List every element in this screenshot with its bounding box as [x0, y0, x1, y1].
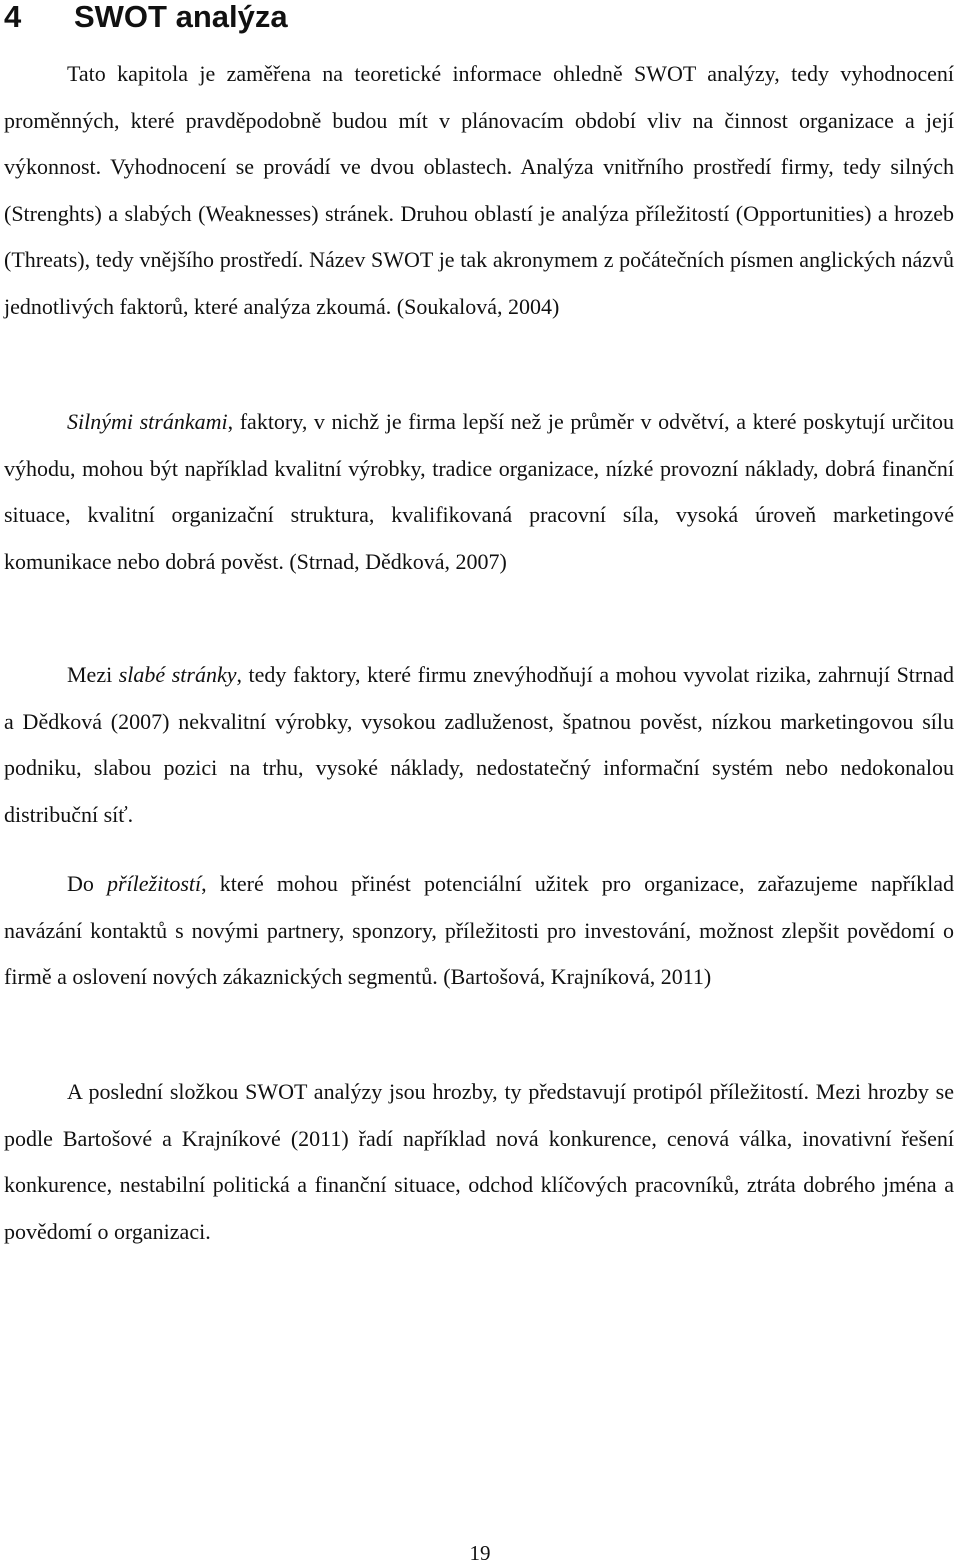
paragraph-opportunities	[4, 861, 954, 1001]
paragraph-intro-text: Tato kapitola je zaměřena na teoretické informace ohledně SWOT analýzy, tedy vyhodnocení proměnných, které pravděpodobně budou mít v plánovacím období vliv na činnost organizace a její výkonnost. Vyhodnocení se provádí ve dvou oblastech. Analýza vnitřního prostředí firmy, tedy silných (Strenghts) a slabých (Weaknesses) stránek. Druhou oblastí je analýza příležitostí (Opportunities) a hrozeb (Threats), tedy vnějšího prostředí. Název SWOT je tak akronymem z počátečních písmen anglických názvů jednotlivých faktorů, které analýza zkoumá. (Soukalová, 2004)	[4, 61, 954, 319]
paragraph-threats-text: A poslední složkou SWOT analýzy jsou hrozby, ty představují protipól příležitostí. Mezi hrozby se podle Bartošové a Krajníkové (2011) řadí například nová konkurence, cenová válka, inovativní řešení konkurence, nestabilní politická a finanční situace, odchod klíčových pracovníků, ztráta dobrého jména a povědomí o organizaci.	[4, 1079, 954, 1244]
paragraph-weaknesses-lead: Mezi	[67, 662, 119, 687]
paragraph-weaknesses-text: , tedy faktory, které firmu znevýhodňují a mohou vyvolat rizika, zahrnují Strnad a Dědková (2007) nekvalitní výrobky, vysokou zadluženost, špatnou pověst, nízkou marketingovou sílu podniku, slabou pozici na trhu, vysoké náklady, nedostatečný informační systém nebo nedokonalou distribuční síť.	[4, 662, 955, 827]
page-number: 19	[469, 1541, 491, 1565]
paragraph-opportunities-lead: Do	[67, 871, 107, 896]
weaknesses-term: slabé stránky	[118, 662, 237, 687]
paragraph-strengths-text: , faktory, v nichž je firma lepší než je průměr v odvětví, a které poskytují určitou výhodu, mohou být například kvalitní výrobky, tradice organizace, nízké provozní náklady, dobrá finanční situace, kvalitní organizační struktura, kvalifikovaná pracovní síla, vysoká úroveň marketingové komunikace nebo dobrá pověst. (Strnad, Dědková, 2007)	[4, 409, 954, 574]
paragraph-strengths	[4, 399, 954, 585]
paragraph-intro	[4, 51, 954, 330]
paragraph-threats	[4, 1069, 954, 1255]
chapter-heading	[4, 0, 288, 40]
chapter-number: 4	[4, 0, 22, 34]
paragraph-weaknesses	[4, 652, 954, 838]
strengths-term: Silnými stránkami	[67, 409, 228, 434]
paragraph-opportunities-text: , které mohou přinést potenciální užitek pro organizace, zařazujeme například navázání kontaktů s novými partnery, sponzory, příležitosti pro investování, možnost zlepšit povědomí o firmě a oslovení nových zákaznických segmentů. (Bartošová, Krajníková, 2011)	[4, 871, 954, 989]
chapter-title: SWOT analýza	[74, 0, 288, 34]
opportunities-term: příležitostí	[107, 871, 202, 896]
